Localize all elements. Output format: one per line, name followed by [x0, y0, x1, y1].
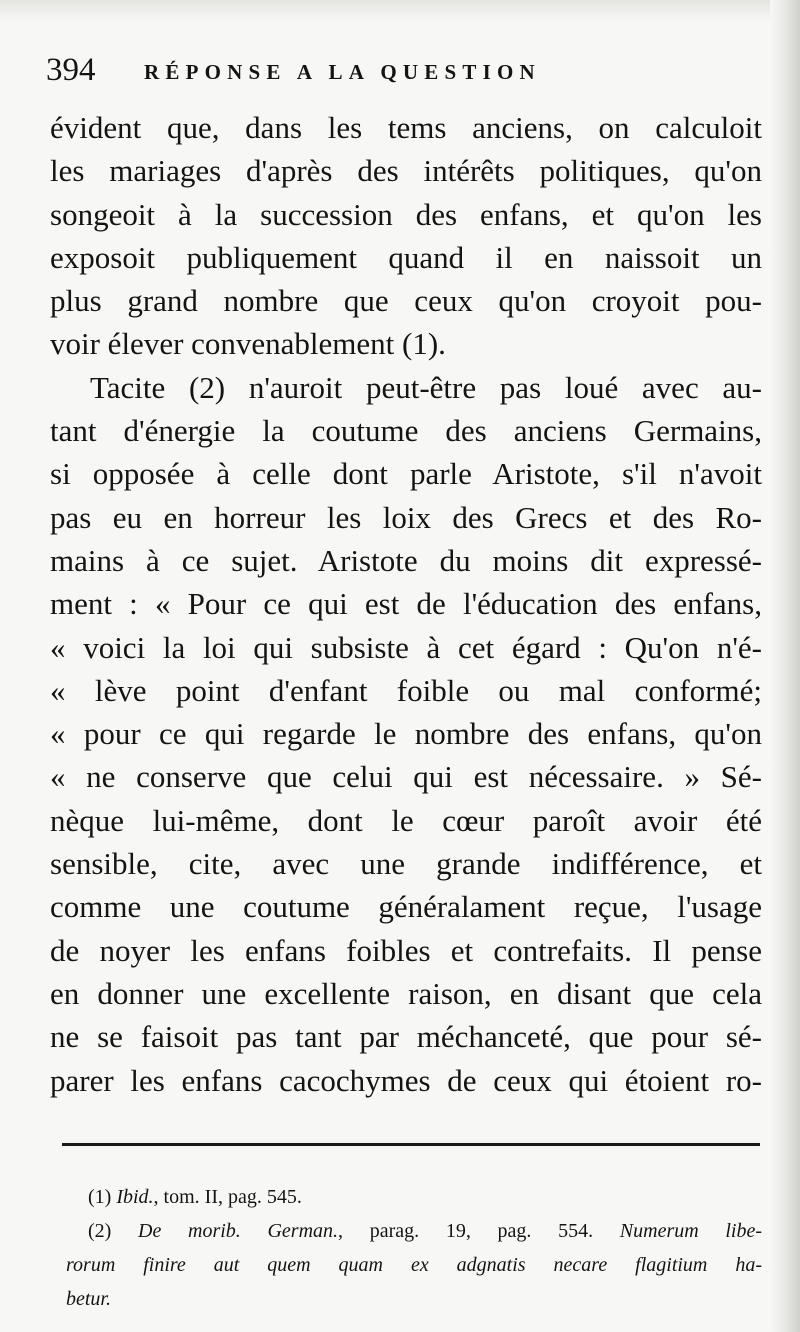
page-top-shadow — [0, 0, 800, 22]
text-line: tant d'énergie la coutume des anciens Germains, — [50, 413, 762, 449]
text-line: les mariages d'après des intérêts politiques, qu'on — [50, 153, 762, 189]
text-line: de noyer les enfans foibles et contrefaits. Il pense — [50, 932, 762, 968]
text-line: mains à ce sujet. Aristote du moins dit expressé- — [50, 542, 762, 578]
text-line: voir élever convenablement (1). — [50, 326, 446, 362]
text-line: évident que, dans les tems anciens, on calculoit — [50, 110, 762, 145]
text-line: en donner une excellente raison, en disant que cela — [50, 975, 762, 1011]
text-line: nèque lui-même, dont le cœur paroît avoir été — [50, 802, 762, 838]
text-line: ne se faisoit pas tant par méchanceté, que pour sé- — [50, 1019, 762, 1055]
text-line: « pour ce qui regarde le nombre des enfans, qu'on — [50, 716, 762, 752]
footnote-text: , parag. 19, pag. 554. — [338, 1220, 594, 1242]
text-line: si opposée à celle dont parle Aristote, s'il n'avoit — [50, 456, 762, 492]
text-line: Tacite (2) n'auroit peut-être pas loué avec au- — [90, 369, 762, 405]
footnote-quote: Numerum libe- — [619, 1220, 762, 1242]
footnote-marker: (1) — [88, 1186, 112, 1208]
footnote-marker: (2) — [88, 1220, 112, 1242]
text-line: parer les enfans cacochymes de ceux qui étoient ro- — [50, 1062, 762, 1098]
footnote-citation: De morib. German. — [138, 1220, 339, 1242]
text-line: ment : « Pour ce qui est de l'éducation des enfans, — [50, 586, 762, 622]
footnote-1 — [66, 1180, 762, 1214]
text-line: songeoit à la succession des enfans, et qu'on les — [50, 196, 762, 232]
text-line: « lève point d'enfant foible ou mal conformé; — [50, 672, 762, 708]
page-edge-shadow — [770, 0, 800, 1332]
running-head: RÉPONSE A LA QUESTION — [144, 60, 541, 84]
footnote-2-continuation: rorum finire aut quem quam ex adgnatis necare flagitium ha- — [66, 1254, 762, 1276]
text-line: exposoit publiquement quand il en naissoit un — [50, 239, 762, 275]
text-line: pas eu en horreur les loix des Grecs et des Ro- — [50, 499, 762, 535]
footnote-2 — [66, 1214, 762, 1248]
footnotes — [66, 1180, 762, 1316]
text-line: « ne conserve que celui qui est nécessaire. » Sé- — [50, 759, 762, 795]
text-line: « voici la loi qui subsiste à cet égard : Qu'on n'é- — [50, 629, 762, 665]
footnote-rule — [62, 1143, 760, 1146]
body-text — [50, 106, 762, 1102]
footnote-citation: Ibid. — [116, 1186, 154, 1208]
footnote-2-end: betur. — [66, 1288, 111, 1310]
page-number: 394 — [46, 52, 96, 88]
page-header — [46, 48, 746, 92]
text-line: comme une coutume généralament reçue, l'usage — [50, 889, 762, 925]
text-line: sensible, cite, avec une grande indifférence, et — [50, 846, 762, 882]
footnote-text: , tom. II, pag. 545. — [153, 1186, 302, 1208]
text-line: plus grand nombre que ceux qu'on croyoit pou- — [50, 283, 762, 319]
